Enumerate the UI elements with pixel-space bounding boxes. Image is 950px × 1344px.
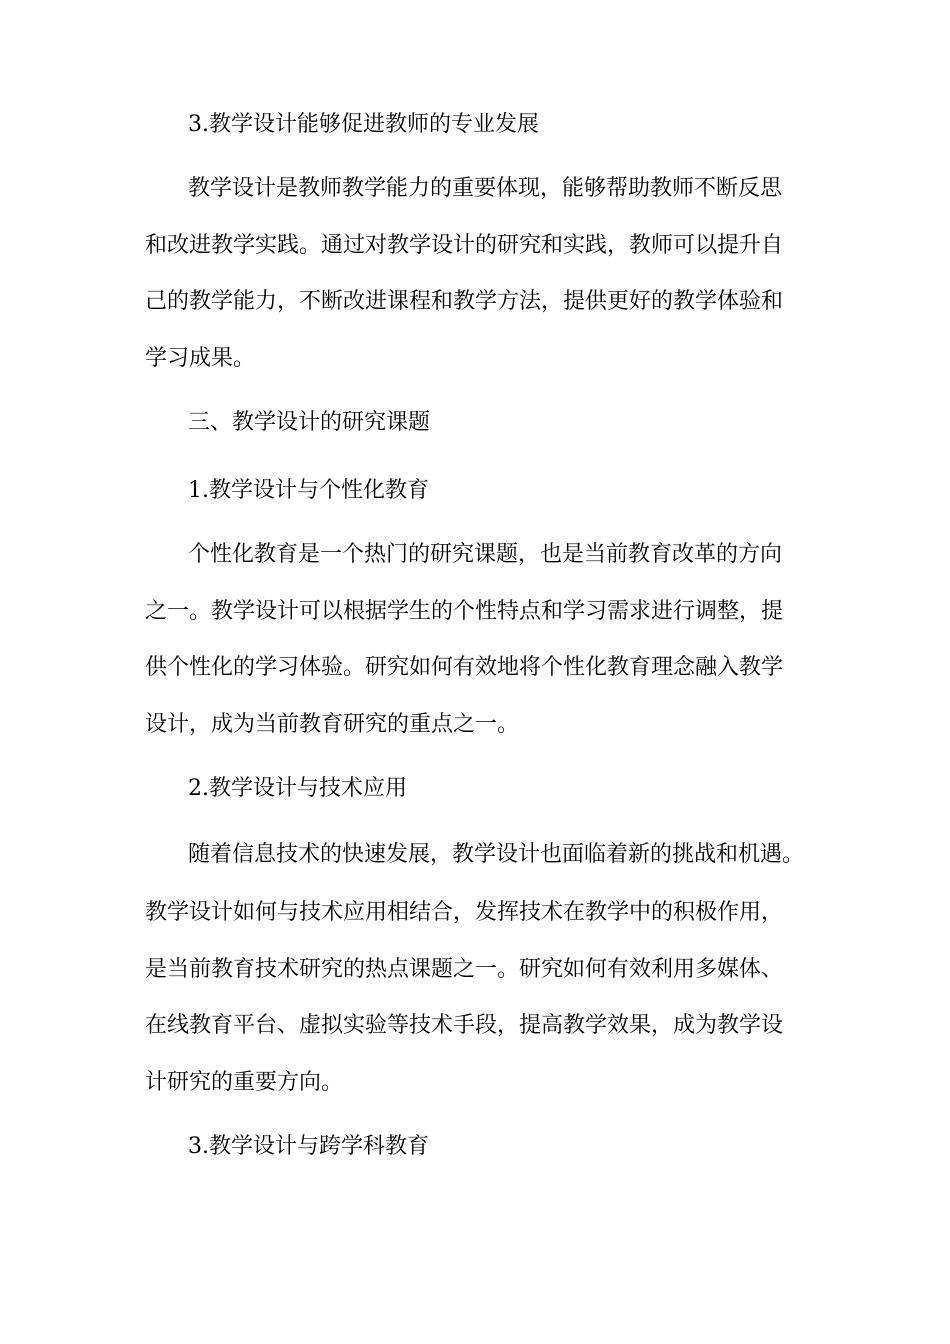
paragraph-line: 学习成果。 bbox=[145, 346, 256, 371]
paragraph-line: 在线教育平台、虚拟实验等技术手段，提高教学效果，成为教学设 bbox=[145, 1013, 784, 1038]
subheading-technology-application: 2.教学设计与技术应用 bbox=[188, 776, 407, 801]
paragraph-line: 之一。教学设计可以根据学生的个性特点和学习需求进行调整，提 bbox=[145, 599, 784, 624]
paragraph-line: 是当前教育技术研究的热点课题之一。研究如何有效利用多媒体、 bbox=[145, 957, 784, 982]
paragraph-line: 设计，成为当前教育研究的重点之一。 bbox=[145, 712, 520, 737]
paragraph-line: 教学设计如何与技术应用相结合，发挥技术在教学中的积极作用， bbox=[145, 900, 784, 925]
paragraph-line: 己的教学能力，不断改进课程和教学方法，提供更好的教学体验和 bbox=[145, 289, 784, 314]
paragraph-line: 随着信息技术的快速发展，教学设计也面临着新的挑战和机遇。 bbox=[188, 842, 805, 867]
paragraph-line: 供个性化的学习体验。研究如何有效地将个性化教育理念融入教学 bbox=[145, 655, 784, 680]
subheading-personalized-education: 1.教学设计与个性化教育 bbox=[188, 478, 429, 503]
paragraph-line: 教学设计是教师教学能力的重要体现，能够帮助教师不断反思 bbox=[188, 176, 783, 201]
paragraph-line: 个性化教育是一个热门的研究课题，也是当前教育改革的方向 bbox=[188, 542, 783, 567]
paragraph-line: 和改进教学实践。通过对教学设计的研究和实践，教师可以提升自 bbox=[145, 233, 784, 258]
section-heading-research-topics: 三、教学设计的研究课题 bbox=[188, 410, 431, 435]
subheading-interdisciplinary-education: 3.教学设计与跨学科教育 bbox=[188, 1134, 429, 1159]
subheading-teacher-development: 3.教学设计能够促进教师的专业发展 bbox=[188, 112, 539, 137]
paragraph-line: 计研究的重要方向。 bbox=[145, 1070, 344, 1095]
